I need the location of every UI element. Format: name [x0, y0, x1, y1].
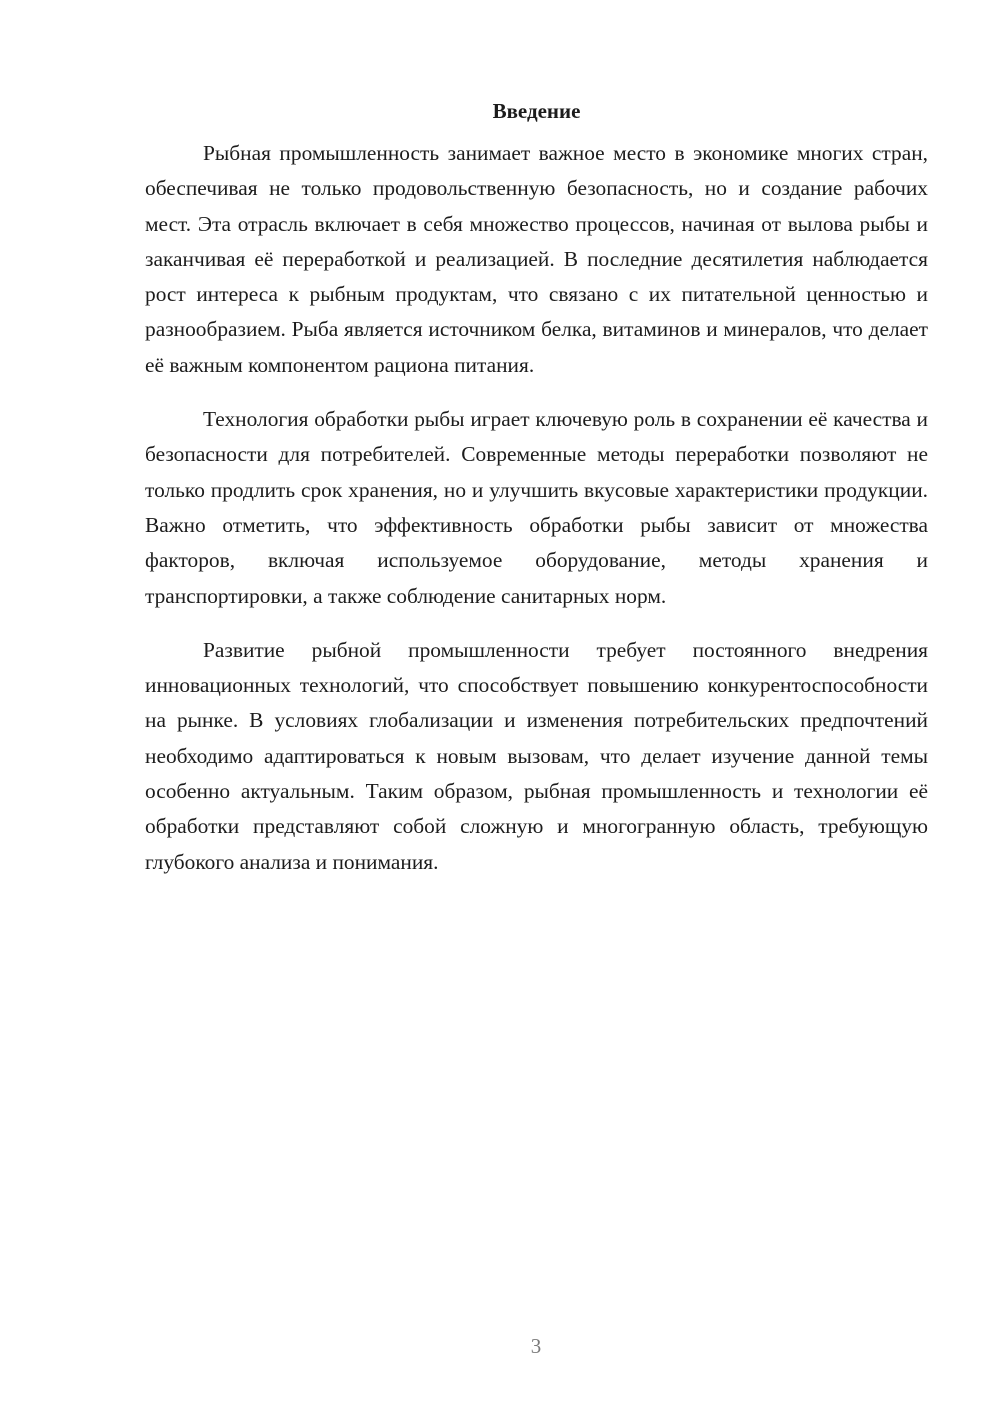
paragraph-1: Рыбная промышленность занимает важное место в экономике многих стран, обеспечивая не только продовольственную безопасность, но и создание рабочих мест. Эта отрасль включает в себя множество процессов, начиная от вылова рыбы и заканчивая её переработкой и реализацией. В последние десятилетия наблюдается рост интереса к рыбным продуктам, что связано с их питательной ценностью и разнообразием. Рыба является источником белка, витаминов и минералов, что делает её важным компонентом рациона питания. — [145, 141, 928, 377]
page-content — [145, 96, 928, 880]
paragraph-2: Технология обработки рыбы играет ключевую роль в сохранении её качества и безопасности для потребителей. Современные методы переработки позволяют не только продлить срок хранения, но и улучшить вкусовые характеристики продукции. Важно отметить, что эффективность обработки рыбы зависит от множества факторов, включая используемое оборудование, методы хранения и транспортировки, а также соблюдение санитарных норм. — [145, 407, 928, 608]
page-number: 3 — [530, 1334, 542, 1358]
section-heading: Введение — [492, 99, 581, 123]
paragraph-3: Развитие рыбной промышленности требует постоянного внедрения инновационных технологий, что способствует повышению конкурентоспособности на рынке. В условиях глобализации и изменения потребительских предпочтений необходимо адаптироваться к новым вызовам, что делает изучение данной темы особенно актуальным. Таким образом, рыбная промышленность и технологии её обработки представляют собой сложную и многогранную область, требующую глубокого анализа и понимания. — [145, 637, 928, 874]
